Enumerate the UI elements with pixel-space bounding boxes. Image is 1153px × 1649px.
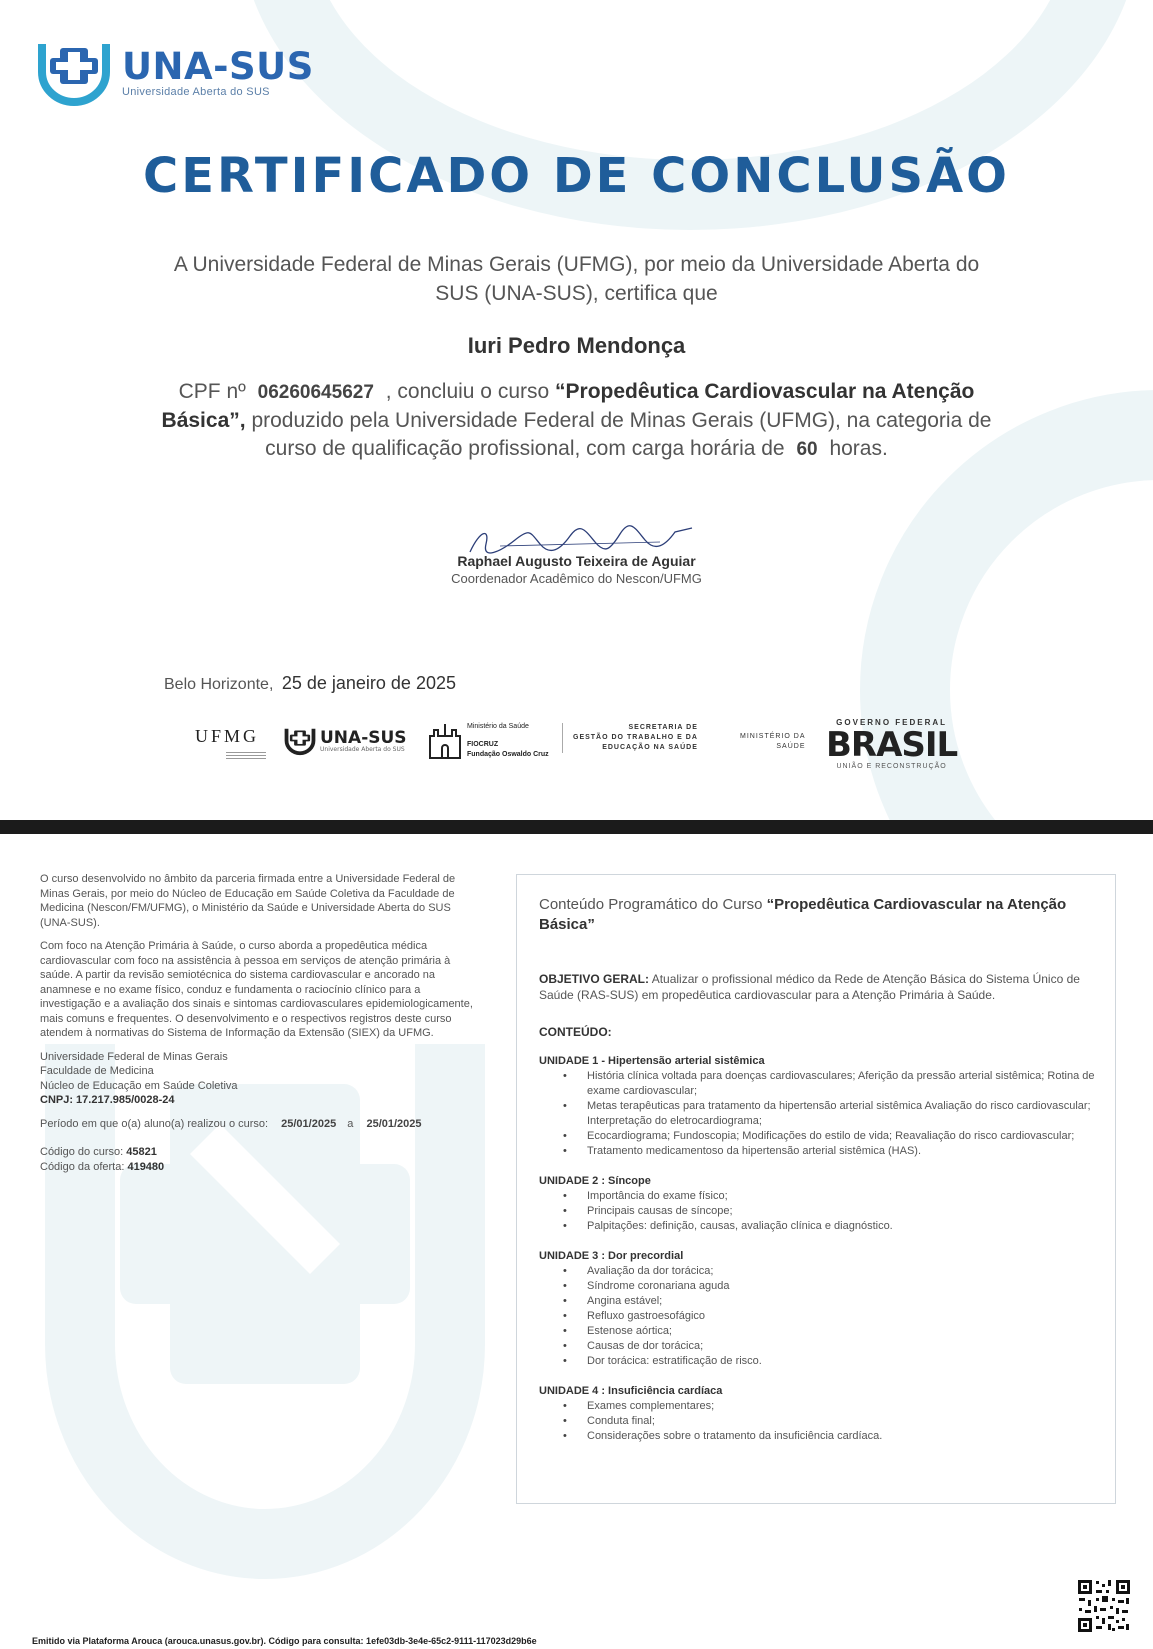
signatory-role: Coordenador Acadêmico do Nescon/UFMG [451,571,702,586]
fiocruz-sub: Fundação Oswaldo Cruz [467,751,549,758]
content-label: CONTEÚDO: [539,1025,612,1039]
course-description: Com foco na Atenção Primária à Saúde, o curso aborda a propedêutica médica cardiovascular com foco na assistência à pessoa em serviços de atenção primária à saúde. A partir da revisão semiotécnica do sistema cardiovascular e ancorado na anamnese e no exame físico, conduz e fundamenta o raciocínio clínico para a investigação e a avaliação dos sinais e sintomas cardiovasculares epidemiologicamente, mais comuns e frequentes. O desenvolvimento e o respectivos registros deste curso atendem à normativas do Sistema de Informação da Extensão (SIEX) da UFMG. [40,940,473,1039]
unasus-partner-logo [284,726,407,756]
gov-main: BRASIL [826,725,958,765]
period-label: Período em que o(a) aluno(a) realizou o curso: [40,1117,269,1130]
list-item: • Importância do exame físico; [587,1189,1095,1204]
partnership-text: O curso desenvolvido no âmbito da parceria firmada entre a Universidade Federal de Minas Gerais, por meio do Núcleo de Educação em Saúde Coletiva da Faculdade de Medicina (Nescon/FM/UFMG), o Ministério da Saúde e Universidade Aberta do SUS (UNA-SUS). [40,873,456,929]
unit-4 [539,1385,1095,1444]
list-item: • Avaliação da dor torácica; [587,1264,1095,1279]
course-period [40,1117,480,1132]
unasus-small-icon [284,726,316,756]
ufmg-logo-subtext [226,751,266,759]
course-info [40,872,480,1174]
ministerio-line: MINISTÉRIO DA [740,733,806,740]
ufmg-logo: UFMG [195,726,260,746]
signatory-name: Raphael Augusto Teixeira de Aguiar [457,553,696,569]
objective-label: OBJETIVO GERAL: [539,972,650,986]
list-item: • Síndrome coronariana aguda [587,1279,1095,1294]
unasus-logo [36,38,314,108]
cpf-value: 06260645627 [257,382,374,403]
list-item: • Refluxo gastroesofágico [587,1309,1095,1324]
codes-block [40,1145,480,1174]
program-title [539,895,1095,935]
unit-title: UNIDADE 3 : Dor precordial [539,1250,684,1262]
objective-text: Atualizar o profissional médico da Rede de Atenção Básica do Sistema Único de Saúde (RAS-SUS) em propedêutica cardiovascular para a Atenção Primária à Saúde. [539,972,1080,1002]
cnpj: CNPJ: 17.217.985/0028-24 [40,1094,175,1106]
course-code: 45821 [126,1146,157,1158]
list-item: • Considerações sobre o tratamento da insuficiência cardíaca. [587,1429,1095,1444]
student-name: Iuri Pedro Mendonça [467,333,686,358]
period-separator: a [347,1117,354,1130]
unit-2 [539,1175,1095,1234]
secretaria-logo [562,723,698,753]
fiocruz-ministry: Ministério da Saúde [467,723,529,730]
fiocruz-name: FIOCRUZ [467,741,499,748]
certificate-front [0,0,1153,820]
institution-line: Universidade Federal de Minas Gerais [40,1050,228,1063]
list-item: • Principais causas de síncope; [587,1204,1095,1219]
governo-federal-logo [826,718,957,770]
program-title-course: “Propedêutica Cardiovascular na Atenção Básica” [539,896,1067,933]
unit-title: UNIDADE 2 : Síncope [539,1175,651,1187]
list-item: • Estenose aórtica; [587,1324,1095,1339]
gov-bottom: UNIÃO E RECONSTRUÇÃO [836,763,947,770]
unasus-partner-name: UNA-SUS [320,727,407,748]
place: Belo Horizonte, [164,676,274,693]
certificate-intro: A Universidade Federal de Minas Gerais (UFMG), por meio da Universidade Aberta do SUS (UNA-SUS), certifica que [173,253,980,305]
course-hours: 60 [796,439,818,460]
fiocruz-castle-icon [427,722,463,760]
cpf-label: CPF nº [178,380,246,403]
page-divider [0,820,1153,834]
certificate-statement [150,378,1003,464]
gov-top: GOVERNO FEDERAL [836,718,948,727]
institution-block [40,1050,480,1108]
unasus-partner-sub: Universidade Aberta do SUS [320,745,405,753]
fiocruz-logo [427,722,549,760]
qr-code-icon[interactable] [1076,1578,1132,1634]
unasus-logo-icon [36,38,112,108]
list-item: • Causas de dor torácica; [587,1339,1095,1354]
period-end: 25/01/2025 [366,1117,422,1130]
secretaria-line: SECRETARIA DE [628,724,698,731]
list-item: • Palpitações: definição, causas, avaliação clínica e diagnóstico. [587,1219,1095,1234]
produced-text: produzido pela Universidade Federal de Minas Gerais (UFMG), na categoria de curso de qualificação profissional, com carga horária de [251,409,992,460]
course-name: “Propedêutica Cardiovascular na Atenção Básica”, [161,380,975,432]
institution-line: Núcleo de Educação em Saúde Coletiva [40,1079,238,1092]
program-content-box [516,874,1116,1504]
logo-subtitle: Universidade Aberta do SUS [122,86,270,98]
partner-logos [190,718,970,778]
list-item: • Metas terapêuticas para tratamento da hipertensão arterial sistêmica Avaliação do risco cardiovascular; Interpretação do eletrocardiograma; [587,1099,1095,1129]
concluded-text: , concluiu o curso [385,380,550,403]
list-item: • Tratamento medicamentoso da hipertensão arterial sistêmica (HAS). [587,1144,1095,1159]
course-code-label: Código do curso: [40,1146,124,1158]
list-item: • Exames complementares; [587,1399,1095,1414]
hours-unit: horas. [829,437,888,460]
ministerio-logo [740,732,806,752]
certificate-title: CERTIFICADO DE CONCLUSÃO [143,148,1010,204]
offer-code: 419480 [127,1160,165,1173]
program-title-prefix: Conteúdo Programático do Curso [539,896,763,913]
unit-1 [539,1055,1095,1159]
institution-line: Faculdade de Medicina [40,1065,154,1077]
place-date [164,673,456,694]
list-item: • Angina estável; [587,1294,1095,1309]
list-item: • História clínica voltada para doenças cardiovasculares; Aferição da pressão arterial sistêmica; Rotina de exame cardiovascular; [587,1069,1095,1099]
unit-title: UNIDADE 1 - Hipertensão arterial sistêmica [539,1055,765,1067]
offer-code-label: Código da oferta: [40,1160,125,1173]
period-start: 25/01/2025 [281,1117,337,1130]
unit-title: UNIDADE 4 : Insuficiência cardíaca [539,1385,723,1397]
secretaria-line: GESTÃO DO TRABALHO E DA [573,734,698,741]
list-item: • Conduta final; [587,1414,1095,1429]
secretaria-line: EDUCAÇÃO NA SAÚDE [602,744,698,751]
list-item: • Dor torácica: estratificação de risco. [587,1354,1095,1369]
general-objective [539,971,1095,1003]
certificate-back [0,834,1153,1649]
list-item: • Ecocardiograma; Fundoscopia; Modificações do estilo de vida; Reavaliação do risco cardiovascular; [587,1129,1095,1144]
issue-footer: Emitido via Plataforma Arouca (arouca.unasus.gov.br). Código para consulta: 1efe03db-3e4e-65c2-9111-117023d29b6e [32,1636,537,1646]
logo-wordmark: UNA-SUS [122,45,314,88]
issue-date: 25 de janeiro de 2025 [281,673,456,693]
unit-3 [539,1250,1095,1369]
ministerio-line: SAÚDE [776,743,806,750]
